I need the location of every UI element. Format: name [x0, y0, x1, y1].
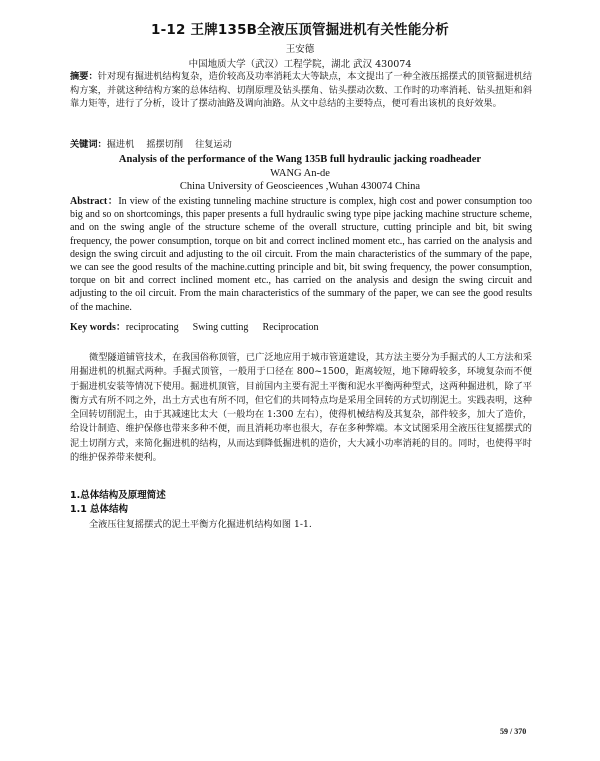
abstract-en-text: In view of the existing tunneling machine structure is complex, high cost and power consumption too big and so on shortcomings, this paper presents a full hydraulic swing type pipe jacking machine structure scheme, and on the swing angle of the structure scheme of the overall structure, cutting principle and bit, bit swing frequency, the power consumption, torque on bit and correct inclined moment etc., has carried on the analysis and design the swing circuit and adjusting to the oil circuit. From the main characteristics of the summary of the pape, we can see the good results of the machine.cutting principle and bit, bit swing frequency, the power consumption, torque on bit and correct inclined moment etc., has carried on the analysis and design the swing circuit and adjusting to the oil circuit. From the main characteristics of the summary of the paper, we can see the good results of the machine.: [70, 196, 532, 313]
paper-title: 1-12 王牌135B全液压顶管掘进机有关性能分析: [151, 22, 449, 38]
abstract-cn: [70, 70, 532, 111]
section-number: 1.1: [70, 504, 87, 515]
section-title: 总体结构: [90, 504, 129, 515]
section-1-1-text: 全液压往复摇摆式的泥土平衡方化掘进机结构如图 1-1.: [89, 519, 312, 530]
keyword-cn-item: 往复运动: [195, 139, 232, 150]
keyword-en-item: reciprocating: [125, 322, 179, 333]
keyword-cn-item: 摇摆切削: [146, 139, 184, 150]
paper-title-en: Analysis of the performance of the Wang 135B full hydraulic jacking roadheader: [118, 154, 482, 165]
keyword-en-item: Swing cutting: [192, 322, 249, 333]
abstract-en-label: Abstract：: [70, 196, 119, 207]
keywords-en: [70, 321, 532, 335]
affiliation-cn: 中国地质大学（武汉）工程学院，湖北 武汉 430074: [188, 59, 412, 70]
keyword-cn-item: 掘进机: [106, 139, 135, 150]
abstract-cn-text: 针对现有掘进机结构复杂，造价较高及功率消耗太大等缺点，本文提出了一种全液压摇摆式的顶管掘进机结构方案，并就这种结构方案的总体结构、切削原理及钻头摆角、钻头摆动次数、工作时的功率消耗、钻头扭矩和斜靠力矩等，进行了分析，设计了摆动油路及调向油路。从文中总结的主要特点，便可看出该机的良好效果。: [70, 71, 533, 110]
keywords-en-label: Key words：: [70, 322, 126, 333]
author-name-en: WANG An-de: [270, 168, 330, 179]
keywords-cn: [70, 138, 532, 152]
section-heading-1: 1.总体结构及原理简述: [70, 490, 166, 501]
abstract-en: [70, 195, 532, 314]
intro-paragraph: 微型隧道铺管技术，在我国俗称顶管，已广泛地应用于城市管道建设，其方法主要分为手掘式的人工方法和采用掘进机的机掘式两种。手掘式顶管，一般用于口径在 800~1500，距离较短，地下障碍较多，环境复杂而不便于掘进机安装等情况下使用。掘进机顶管，目前国内主要有泥土平衡和泥水平衡两种型式，这两种掘进机，除了平衡方式有所不同之外，出土方式也有所不同，但它们的共同特点均是采用全回转的方式切削泥土。实践表明，这种全回转切削泥土，由于其减速比太大（一般均在 1:300 左右），使得机械结构及其复杂，部件较多，加大了造价，给设计制造、维护保修也带来多种不便，而且消耗功率也很大，存在多种弊端。本文试图采用全液压往复摇摆式的泥土切削方式，来简化掘进机的结构，从而达到降低掘进机的造价，大大减小功率消耗的目的。同时，也使得平时的维护保养带来便利。: [70, 352, 532, 464]
section-heading-1-1: [70, 501, 128, 515]
keyword-en-item: Reciprocation: [262, 322, 319, 333]
abstract-cn-label: 摘要：: [70, 71, 98, 82]
author-name-cn: 王安德: [285, 44, 315, 55]
affiliation-en: China University of Geoscieences ,Wuhan 430074 China: [179, 181, 421, 192]
page-number: 59 / 370: [500, 727, 527, 736]
keywords-cn-label: 关键词：: [70, 139, 107, 150]
